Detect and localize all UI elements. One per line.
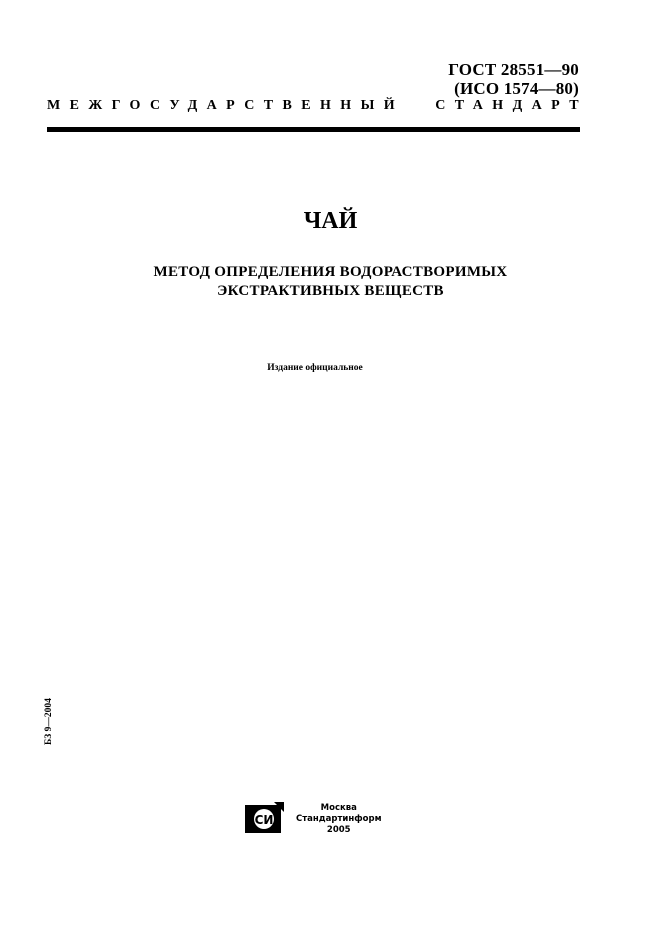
publisher-text — [296, 803, 382, 836]
standartinform-logo-icon — [244, 802, 284, 836]
standard-type-line — [47, 98, 588, 114]
publisher-block — [244, 802, 382, 836]
gost-number: ГОСТ 28551—90 — [448, 60, 579, 79]
svg-text:СИ: СИ — [254, 813, 274, 827]
publisher-name: Стандартинформ — [296, 813, 382, 824]
document-title: ЧАЙ — [303, 208, 358, 234]
document-subtitle — [0, 263, 661, 301]
subtitle-line-1: МЕТОД ОПРЕДЕЛЕНИЯ ВОДОРАСТВОРИМЫХ — [153, 264, 508, 280]
header-rule — [47, 127, 580, 132]
iso-number: (ИСО 1574—80) — [454, 79, 579, 98]
edition-label: Издание официальное — [267, 363, 363, 373]
standard-type-word-2: СТАНДАРТ — [435, 98, 588, 113]
margin-code: БЗ 9—2004 — [44, 698, 54, 745]
publisher-year: 2005 — [326, 824, 351, 835]
standard-type-word-1: МЕЖГОСУДАРСТВЕННЫЙ — [47, 98, 405, 113]
subtitle-line-2: ЭКСТРАКТИВНЫХ ВЕЩЕСТВ — [217, 283, 444, 299]
publisher-city: Москва — [320, 802, 357, 813]
gost-designation — [448, 60, 579, 98]
